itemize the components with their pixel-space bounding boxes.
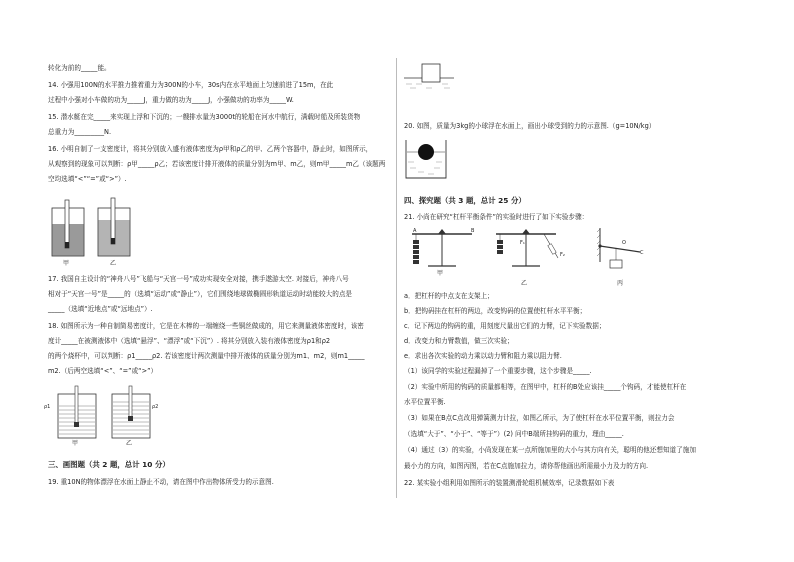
- left-line-1: 转化为前的_____能。: [48, 64, 111, 72]
- q15-line-2: 总重力为_________N.: [48, 128, 112, 136]
- q18-label-jia: 甲: [72, 440, 79, 447]
- q20-figure: [404, 138, 448, 180]
- q21-label-jia: 甲: [437, 270, 444, 277]
- column-divider: [396, 58, 397, 498]
- q14-line-2: 过程中小强对小车做的功为_____J，重力做的功为_____J，小强做功的功率为_____W.: [48, 96, 294, 104]
- q18-wire-yi: [128, 416, 133, 421]
- q21-part-2-line-1: （2）实验中所用的钩码的质量都相等，在图甲中，杠杆的B处应该挂_____个钩码，才能使杠杆在: [404, 383, 687, 391]
- q20-water-hatch: [408, 162, 442, 174]
- q18-rho2-label: ρ2: [152, 404, 159, 410]
- q21-label-O: O: [622, 240, 626, 246]
- q16-weight-yi: [111, 238, 115, 244]
- q17-line-1: 17. 我国自主设计的“神舟八号”飞船与“天宫一号”成功实现安全对接，携手遨游太空. 对接后，神舟八号: [48, 275, 349, 283]
- q18-stick-jia: [75, 386, 78, 426]
- q21-lever-yi: [496, 229, 558, 266]
- q21-part-3-line-1: （3）如果在B点C点改用弹簧测力计拉，如图乙所示，为了使杠杆在水平位置平衡，则拉力会: [404, 414, 675, 422]
- q15-line-1: 15. 潜水艇在完_____来实现上浮和下沉的；一艘排水量为3000t的轮船在河水中航行，满载时船及所装货物: [48, 113, 361, 121]
- q21-part-3-line-2: （选填“大于”、“小于”、“等于”）(2) 问中B端所挂钩码的重力，理由_____.: [404, 430, 624, 438]
- q16-label-jia: 甲: [63, 260, 70, 267]
- q21-lever-jia: [412, 228, 475, 266]
- q21-step-c: c．记下两边的钩码的重，用刻度尺量出它们的力臂，记下实验数据；: [404, 322, 606, 330]
- q16-line-3: 空均选填“<”“=”或“>”）.: [48, 175, 127, 183]
- q21-part-4-line-2: 最小力的方向，如图丙图，若在C点施加拉力，请你帮他画出所需最小力及力的方向.: [404, 462, 649, 470]
- q21-lever-bing: [597, 228, 640, 268]
- q18-wire-jia: [74, 422, 79, 427]
- q18-rho1-label: ρ1: [44, 404, 51, 410]
- q17-line-2: 相对于“天宫一号”是_____的（选填“运动”或“静止”），它们围绕地球做椭圆形轨道运动时动能较大的点是: [48, 290, 353, 298]
- q21-label-F2: F₂: [560, 252, 565, 258]
- q21-label-bing: 丙: [617, 280, 624, 287]
- q19-figure: [404, 60, 456, 94]
- section-4-heading: 四、探究题（共 3 题，总计 25 分）: [404, 196, 526, 205]
- q21-label-yi: 乙: [521, 280, 528, 287]
- q16-weight-jia: [65, 242, 69, 248]
- q18-label-yi: 乙: [126, 440, 133, 447]
- q21-intro: 21. 小尚在研究“杠杆平衡条件”的实验时进行了如下实验步骤：: [404, 213, 589, 221]
- q19-floating-block: [422, 64, 440, 82]
- q16-line-1: 16. 小明自制了一支密度计，将其分别放入盛有液体密度为ρ甲和ρ乙的甲、乙两个容器中，静止时，如图所示，: [48, 145, 373, 153]
- q18-line-4: m2.（后两空选填“<”、“=”或“>”）: [48, 367, 158, 375]
- q16-densimeter-yi: [111, 198, 115, 244]
- q18-line-2: 度计_____在被测液体中（选填“悬浮”、“漂浮”或“下沉”）. 将其分别放入装有液体密度为ρ1和ρ2: [48, 337, 331, 345]
- q20-ball: [418, 144, 434, 160]
- q21-part-1: （1）该同学的实验过程漏掉了一个重要步骤，这个步骤是_____.: [404, 367, 592, 375]
- q14-line-1: 14. 小强用100N的水平推力推着重力为300N的小车，30s内在水平地面上匀速前进了15m，在此: [48, 81, 334, 89]
- q21-label-F1: F₁: [520, 240, 525, 246]
- q16-line-2: 从观察到的现象可以判断：ρ甲_____ρ乙；若该密度计排开液体的质量分别为m甲、m乙，则m甲_____m乙（该题两: [48, 160, 386, 168]
- q17-line-3: _____（选填“近地点”或“远地点”）.: [48, 305, 153, 313]
- q21-step-a: a．把杠杆的中点支在支架上；: [404, 292, 494, 300]
- q22-text: 22. 某实验小组利用如图所示的装置测滑轮组机械效率，记录数据如下表: [404, 479, 615, 487]
- q21-label-B: B: [471, 228, 475, 234]
- q18-stick-yi: [129, 386, 132, 420]
- q19-text: 19. 重10N的物体漂浮在水面上静止不动，请在图中作出物体所受力的示意图.: [48, 478, 274, 486]
- q19-water-hatch: [406, 84, 450, 88]
- q21-step-d: d．改变力和力臂数值，做三次实验；: [404, 337, 514, 345]
- q21-label-C: C: [640, 250, 644, 256]
- q16-densimeter-jia: [65, 200, 69, 248]
- q20-text: 20. 如图，质量为3kg的小球浮在水面上，画出小球受到的力的示意图.（g=10N/kg）: [404, 122, 656, 130]
- q21-label-A: A: [413, 228, 417, 234]
- q18-line-3: 的两个烧杯中，可以判断：ρ1_____ρ2. 若该密度计两次测量中排开液体的质量分别为m1、m2，则m1_____: [48, 352, 365, 360]
- section-3-heading: 三、画图题（共 2 题，总计 10 分）: [48, 460, 170, 469]
- q21-step-e: e．求出各次实验的动力乘以动力臂和阻力乘以阻力臂.: [404, 352, 562, 360]
- q21-part-4-line-1: （4）通过（3）的实验，小尚发现在某一点所施加里的大小与其方向有关，聪明的他还想知道了施加: [404, 446, 696, 454]
- q21-step-b: b．把钩码挂在杠杆的两边，改变钩码的位置使杠杆水平平衡；: [404, 307, 587, 315]
- q16-label-yi: 乙: [110, 260, 117, 267]
- q18-line-1: 18. 如图所示为一种自制简易密度计，它是在木棒的一端缠绕一些铜丝做成的，用它来测量液体密度时，该密: [48, 322, 364, 330]
- q18-figure: [50, 386, 160, 446]
- q21-part-2-line-2: 水平位置平衡.: [404, 398, 446, 406]
